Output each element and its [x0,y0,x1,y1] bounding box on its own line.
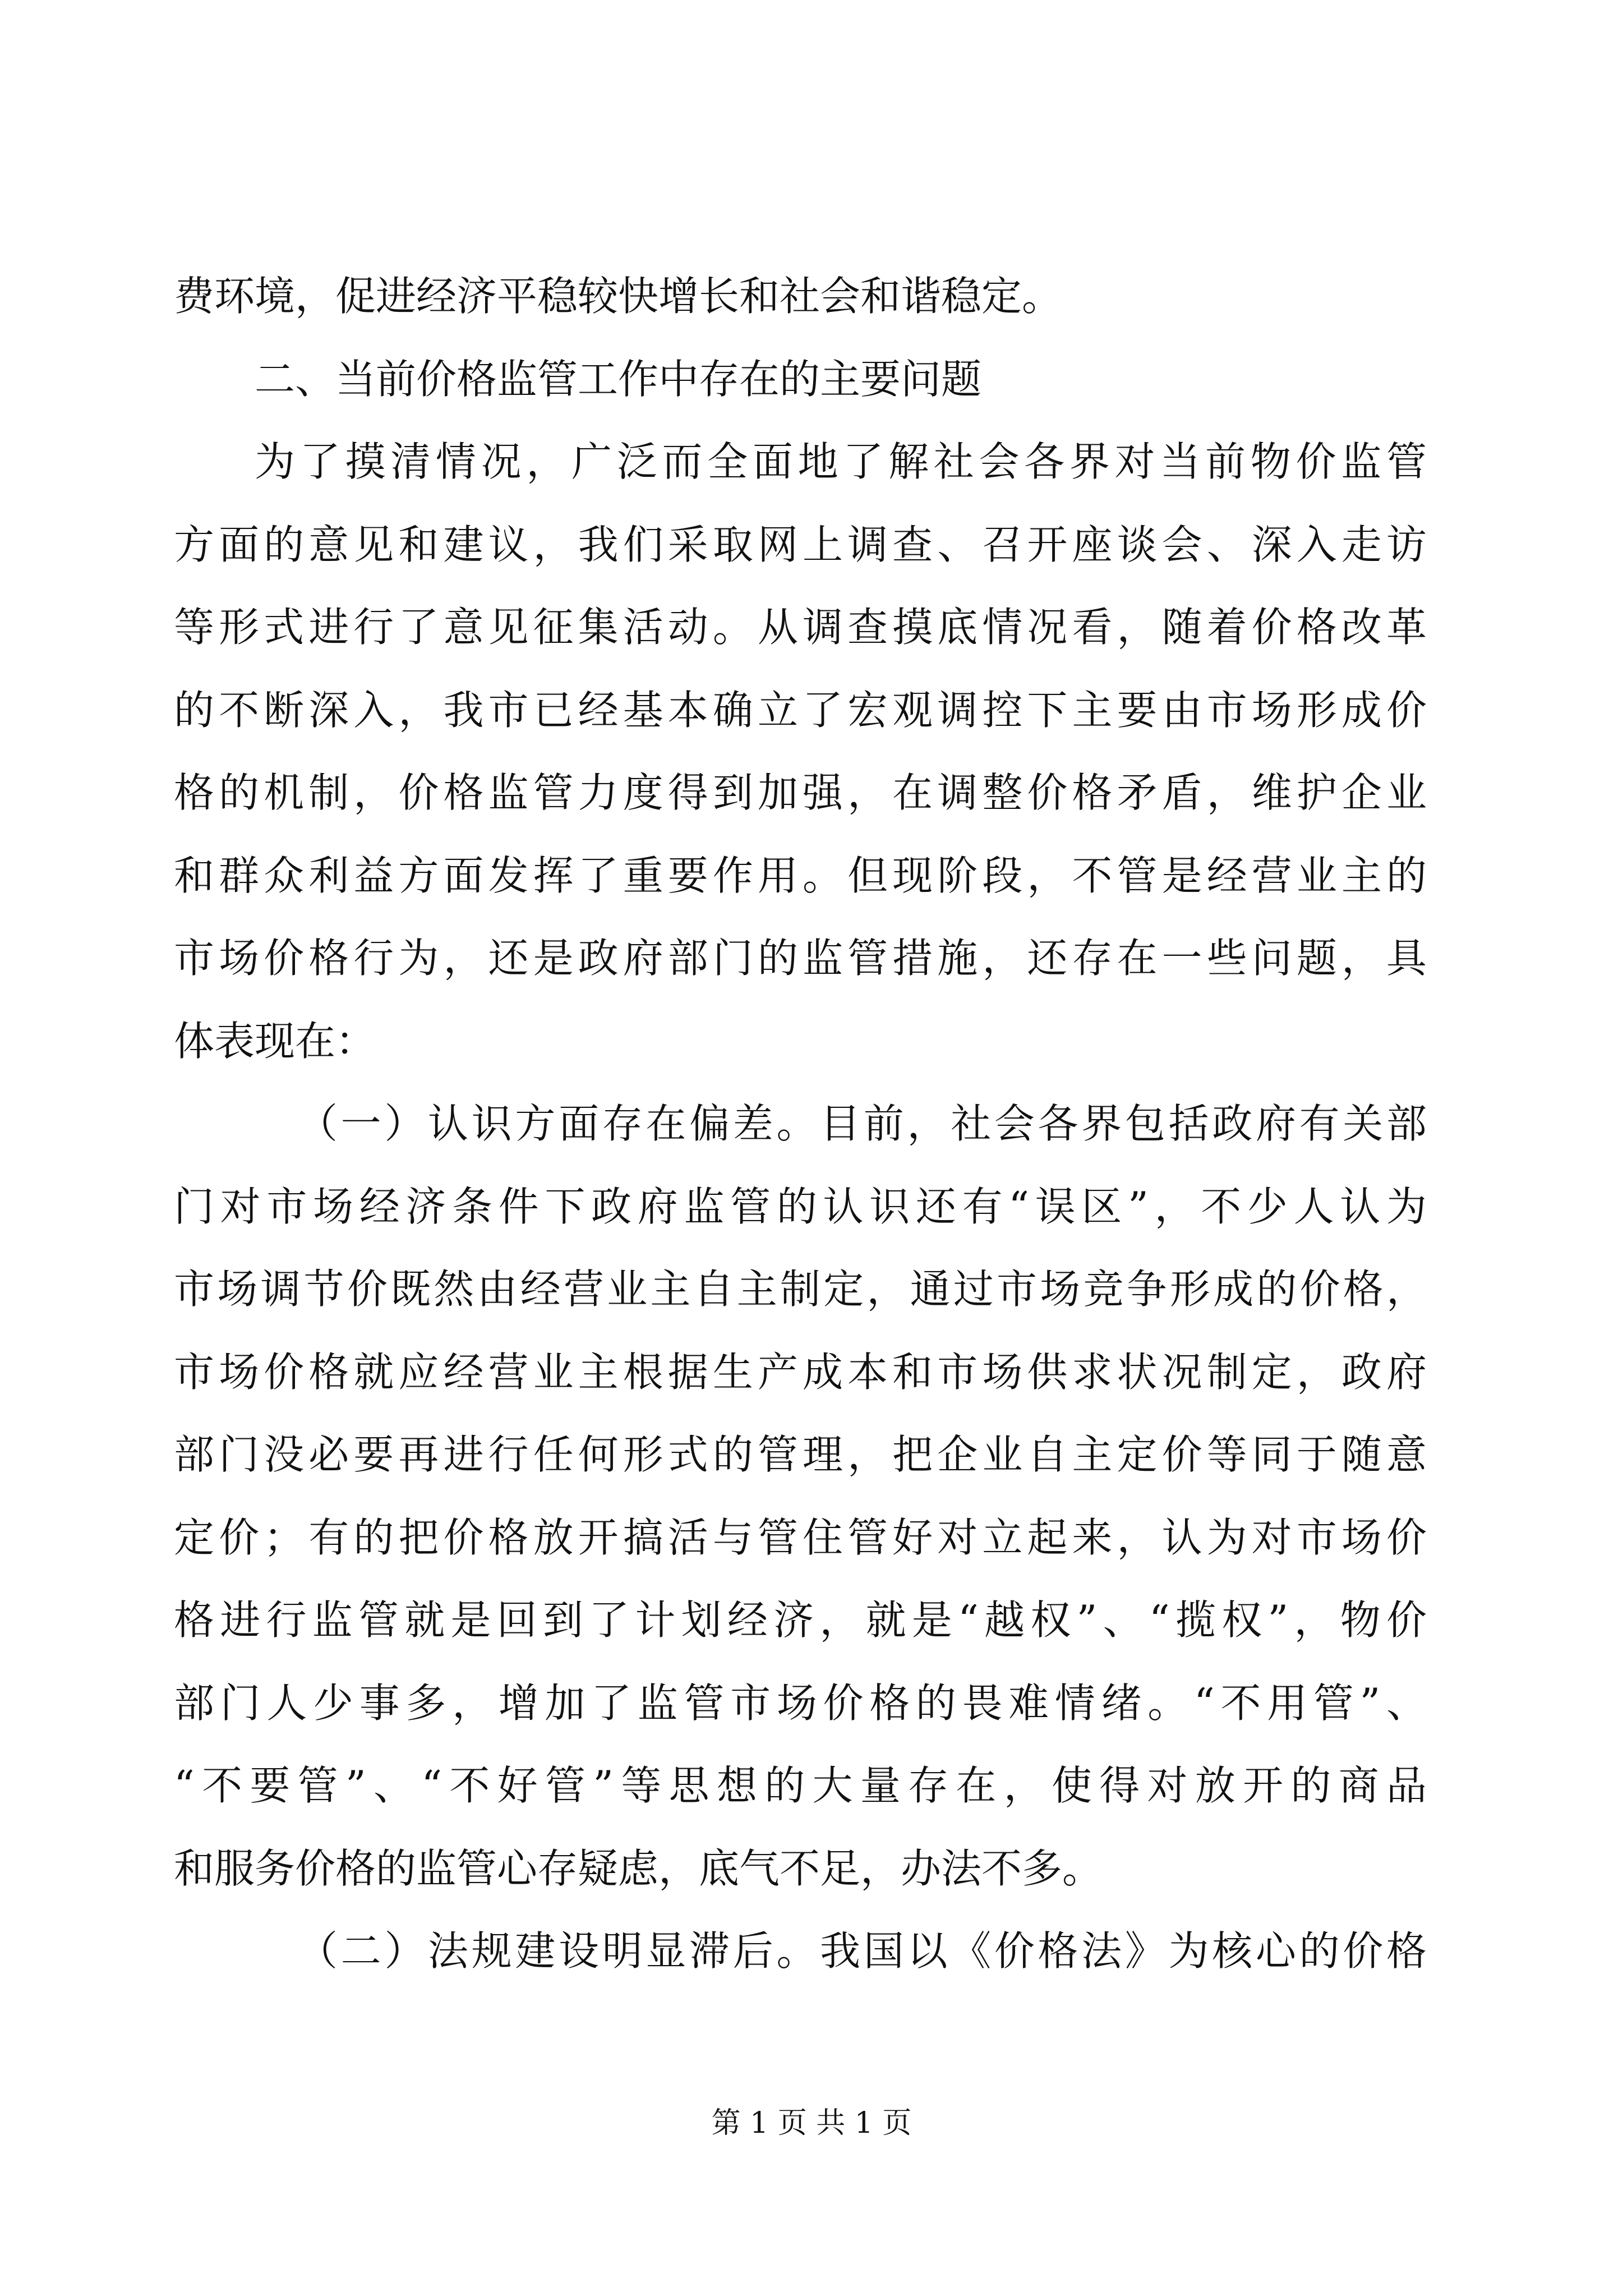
text-line: “不要管”、“不好管”等思想的大量存在，使得对放开的商品 [174,1762,1427,1809]
text-line: 格的机制，价格监管力度得到加强，在调整价格矛盾，维护企业 [174,769,1427,816]
subsection-heading: （二）法规建设明显滞后。我国以《价格法》为核心的价格 [297,1927,1427,1975]
text-line: 部门没必要再进行任何形式的管理，把企业自主定价等同于随意 [174,1431,1427,1478]
text-line: 体表现在： [174,1017,376,1065]
text-line: 和群众利益方面发挥了重要作用。但现阶段，不管是经营业主的 [174,852,1427,899]
page-footer: 第 1 页 共 1 页 [711,2106,912,2140]
text-line: 市场价格就应经营业主根据生产成本和市场供求状况制定，政府 [174,1348,1427,1396]
subsection-heading: （一）认识方面存在偏差。目前，社会各界包括政府有关部 [297,1100,1427,1147]
document-body [174,255,1427,1993]
text-line: 格进行监管就是回到了计划经济，就是“越权”、“揽权”，物价 [174,1596,1427,1644]
text-line: 部门人少事多，增加了监管市场价格的畏难情绪。“不用管”、 [174,1679,1427,1727]
text-line: 定价；有的把价格放开搞活与管住管好对立起来，认为对市场价 [174,1513,1427,1561]
text-line: 和服务价格的监管心存疑虑，底气不足，办法不多。 [174,1844,1103,1892]
text-line: 的不断深入，我市已经基本确立了宏观调控下主要由市场形成价 [174,686,1427,734]
text-line: 市场价格行为，还是政府部门的监管措施，还存在一些问题，具 [174,935,1427,982]
text-line: 等形式进行了意见征集活动。从调查摸底情况看，随着价格改革 [174,604,1427,651]
text-line: 费环境，促进经济平稳较快增长和社会和谐稳定。 [174,273,1063,320]
text-line: 方面的意见和建议，我们采取网上调查、召开座谈会、深入走访 [174,521,1427,568]
section-heading: 二、当前价格监管工作中存在的主要问题 [255,355,982,403]
text-line: 为了摸清情况，广泛而全面地了解社会各界对当前物价监管 [255,438,1427,485]
text-line: 门对市场经济条件下政府监管的认识还有“误区”，不少人认为 [174,1182,1427,1230]
text-line: 市场调节价既然由经营业主自主制定，通过市场竞争形成的价格， [174,1266,1427,1313]
